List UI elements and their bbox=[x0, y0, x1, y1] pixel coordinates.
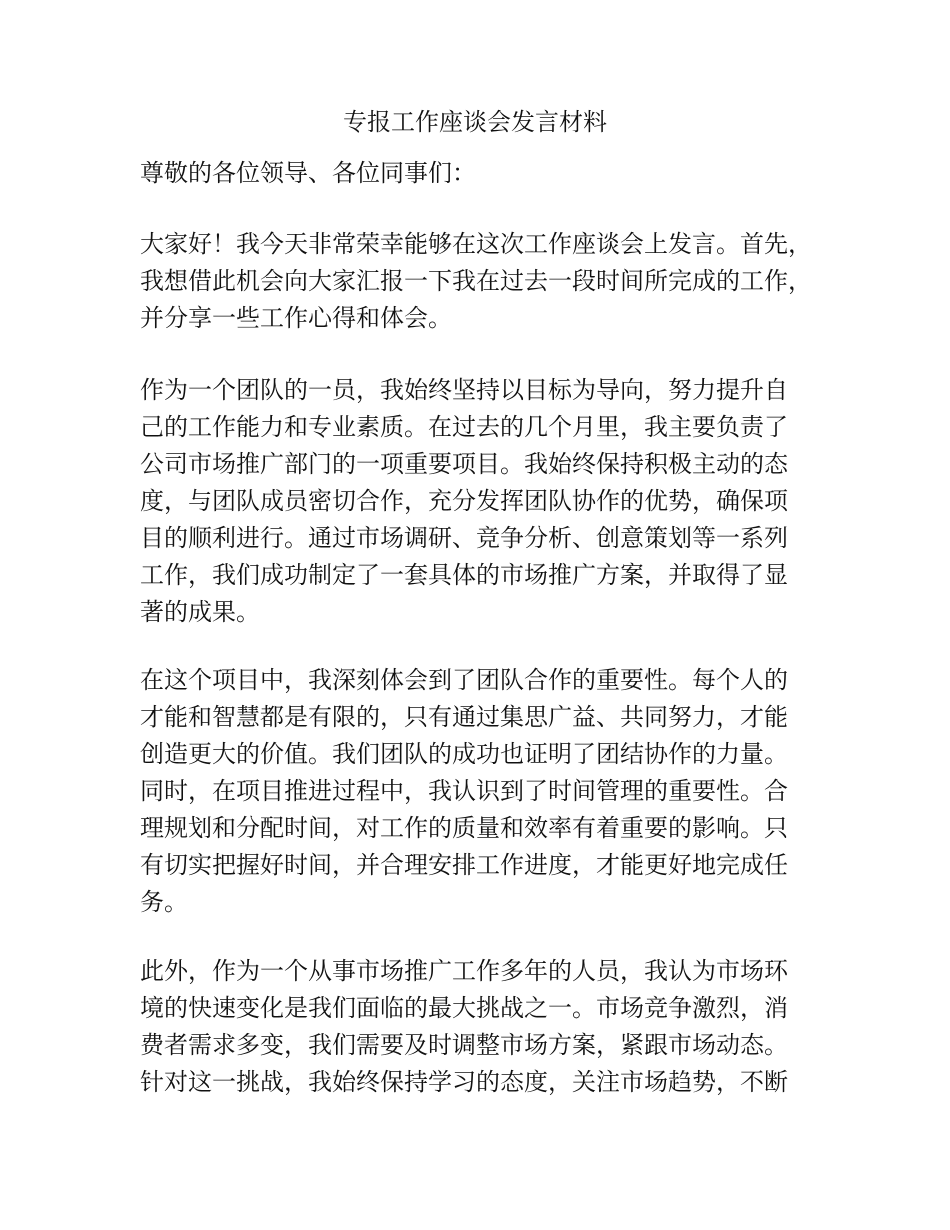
paragraph-teamwork bbox=[140, 662, 820, 921]
text-line: 境的快速变化是我们面临的最大挑战之一。市场竞争激烈，消 bbox=[140, 994, 788, 1022]
text-line: 务。 bbox=[140, 888, 188, 916]
text-line: 作为一个团队的一员，我始终坚持以目标为导向，努力提升自 bbox=[140, 376, 788, 404]
paragraph-project bbox=[140, 372, 820, 631]
paragraph-challenges bbox=[140, 953, 820, 1101]
text-line: 有切实把握好时间，并合理安排工作进度，才能更好地完成任 bbox=[140, 851, 788, 879]
text-line: 创造更大的价值。我们团队的成功也证明了团结协作的力量。 bbox=[140, 740, 788, 768]
text-line: 在这个项目中，我深刻体会到了团队合作的重要性。每个人的 bbox=[140, 666, 788, 694]
text-line: 我想借此机会向大家汇报一下我在过去一段时间所完成的工作， bbox=[140, 267, 812, 295]
text-line: 才能和智慧都是有限的，只有通过集思广益、共同努力，才能 bbox=[140, 703, 788, 731]
document-title: 专报工作座谈会发言材料 bbox=[343, 108, 607, 136]
salutation: 尊敬的各位领导、各位同事们： bbox=[140, 159, 476, 187]
text-line: 公司市场推广部门的一项重要项目。我始终保持积极主动的态 bbox=[140, 450, 788, 478]
text-line: 针对这一挑战，我始终保持学习的态度，关注市场趋势，不断 bbox=[140, 1068, 788, 1096]
text-line: 并分享一些工作心得和体会。 bbox=[140, 304, 452, 332]
text-line: 己的工作能力和专业素质。在过去的几个月里，我主要负责了 bbox=[140, 413, 788, 441]
text-line: 度，与团队成员密切合作，充分发挥团队协作的优势，确保项 bbox=[140, 487, 788, 515]
text-line: 工作，我们成功制定了一套具体的市场推广方案，并取得了显 bbox=[140, 561, 788, 589]
text-line: 同时，在项目推进过程中，我认识到了时间管理的重要性。合 bbox=[140, 777, 788, 805]
text-line: 理规划和分配时间，对工作的质量和效率有着重要的影响。只 bbox=[140, 814, 788, 842]
text-line: 此外，作为一个从事市场推广工作多年的人员，我认为市场环 bbox=[140, 957, 788, 985]
paragraph-greeting bbox=[140, 226, 820, 337]
text-line: 大家好！我今天非常荣幸能够在这次工作座谈会上发言。首先， bbox=[140, 230, 812, 258]
text-line: 著的成果。 bbox=[140, 598, 260, 626]
text-line: 目的顺利进行。通过市场调研、竞争分析、创意策划等一系列 bbox=[140, 524, 788, 552]
text-line: 费者需求多变，我们需要及时调整市场方案，紧跟市场动态。 bbox=[140, 1031, 788, 1059]
